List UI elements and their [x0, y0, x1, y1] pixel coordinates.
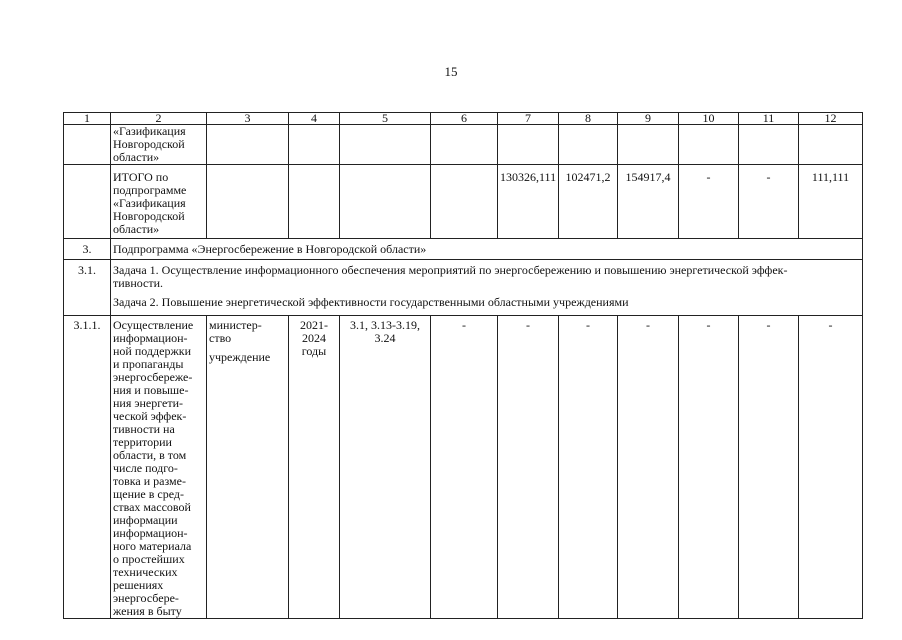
task-number: 3.1. — [64, 260, 111, 316]
column-number: 2 — [111, 113, 207, 125]
column-number: 6 — [431, 113, 498, 125]
table-row — [64, 125, 863, 165]
measure-name: Осуществление информацион- ной поддержки и пропаганды энергосбереже- ния и повыше- ния энергети- ческой эффек- тивности на территории области, в том числе подго- товка и разме- щение в сред- ствах массовой информации информацион- ного материала о простейших технических решениях энергосбере- жения в быту — [111, 316, 207, 619]
column-number-row — [64, 113, 863, 125]
column-number: 5 — [340, 113, 431, 125]
measure-value: - — [618, 316, 679, 619]
subprogram-number: 3. — [64, 239, 111, 260]
measure-value: - — [431, 316, 498, 619]
column-number: 3 — [207, 113, 289, 125]
measure-value: - — [739, 316, 799, 619]
total-value: 130326,111 — [498, 165, 559, 239]
total-label: ИТОГО по подпрограмме «Газификация Новгородской области» — [111, 165, 207, 239]
executor-ministry: министер- ство — [209, 318, 262, 345]
task-row — [64, 260, 863, 316]
total-value: - — [679, 165, 739, 239]
subprogram-title: Подпрограмма «Энергосбережение в Новгородской области» — [111, 239, 863, 260]
column-number: 7 — [498, 113, 559, 125]
subprogram-row — [64, 239, 863, 260]
column-number: 12 — [799, 113, 863, 125]
measure-targets: 3.1, 3.13-3.19, 3.24 — [340, 316, 431, 619]
measure-value: - — [498, 316, 559, 619]
page-number: 15 — [444, 64, 458, 79]
total-value: - — [739, 165, 799, 239]
total-row — [64, 165, 863, 239]
column-number: 11 — [739, 113, 799, 125]
measure-row — [64, 316, 863, 619]
executor-institution: учреждение — [209, 350, 271, 364]
measure-value: - — [679, 316, 739, 619]
measure-value: - — [799, 316, 863, 619]
measure-number: 3.1.1. — [64, 316, 111, 619]
task-1: Задача 1. Осуществление информационного обеспечения мероприятий по энергосбережению и повышению энергетической эффек- тивности. — [113, 263, 788, 290]
measure-executor — [207, 316, 289, 619]
column-number: 10 — [679, 113, 739, 125]
measure-value: - — [559, 316, 618, 619]
column-number: 4 — [289, 113, 340, 125]
task-2: Задача 2. Повышение энергетической эффективности государственными областными учреждениями — [113, 295, 629, 309]
column-number: 1 — [64, 113, 111, 125]
total-value: 102471,2 — [559, 165, 618, 239]
measure-period: 2021- 2024 годы — [289, 316, 340, 619]
column-number: 8 — [559, 113, 618, 125]
program-table — [63, 112, 863, 619]
total-value: 154917,4 — [618, 165, 679, 239]
row-name: «Газификация Новгородской области» — [111, 125, 207, 165]
column-number: 9 — [618, 113, 679, 125]
total-value: 111,111 — [799, 165, 863, 239]
